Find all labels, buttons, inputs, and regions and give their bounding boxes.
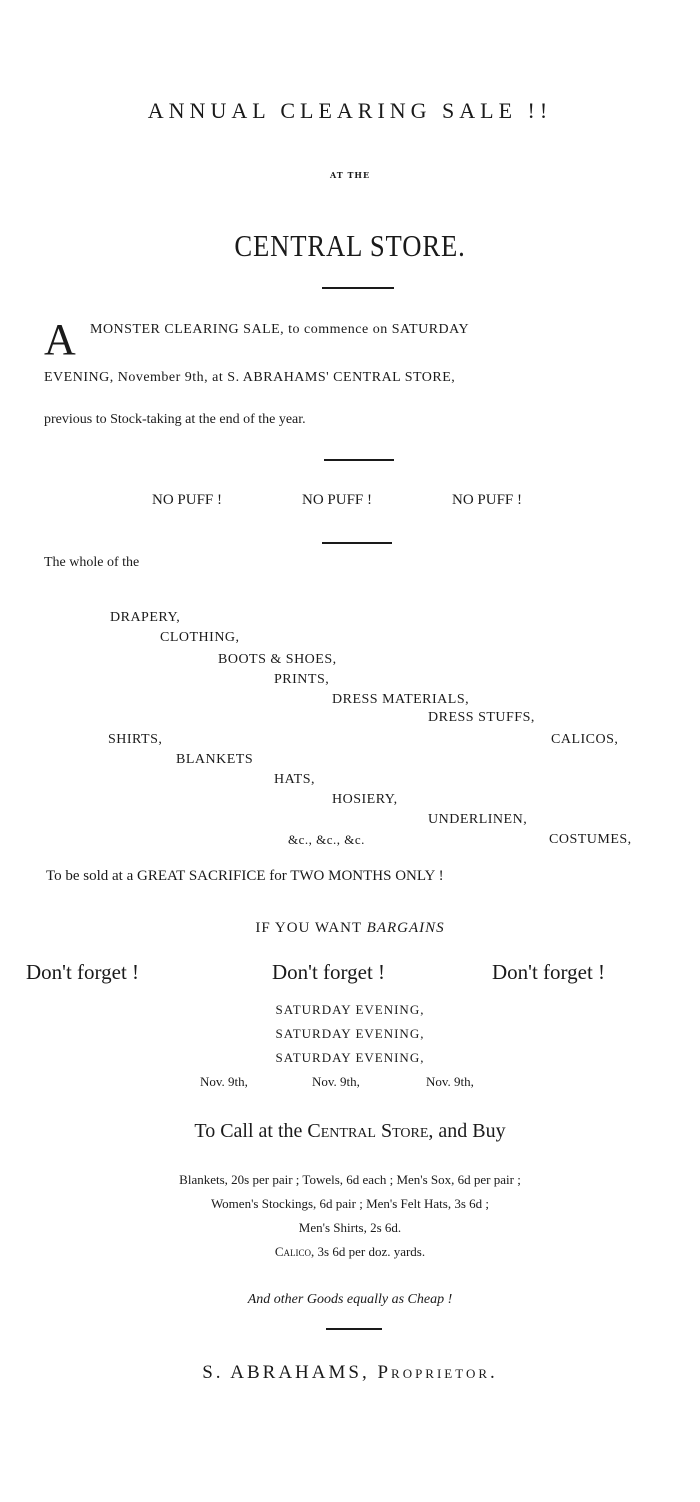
prices-line-1: Blankets, 20s per pair ; Towels, 6d each ; Men's Sox, 6d per pair ; xyxy=(179,1172,521,1187)
goods-hosiery: HOSIERY, xyxy=(332,792,398,807)
prices-line-4 xyxy=(0,1244,700,1260)
goods-dress-materials: DRESS MATERIALS, xyxy=(332,692,470,707)
intro-line-2: EVENING, November 9th, at S. ABRAHAMS' CENTRAL STORE, xyxy=(44,370,456,385)
bargains-word: BARGAINS xyxy=(366,920,445,936)
no-puff-2: NO PUFF ! xyxy=(302,492,373,508)
goods-underlinen: UNDERLINEN, xyxy=(428,812,528,827)
prices-line-2: Women's Stockings, 6d pair ; Men's Felt Hats, 3s 6d ; xyxy=(210,1196,490,1211)
divider-rule xyxy=(322,542,392,544)
goods-dress-stuffs: DRESS STUFFS, xyxy=(428,710,535,725)
sacrifice-line: To be sold at a GREAT SACRIFICE for TWO MONTHS ONLY ! xyxy=(46,868,444,884)
goods-calicos: CALICOS, xyxy=(551,732,619,747)
other-goods-line: And other Goods equally as Cheap ! xyxy=(247,1292,453,1307)
date-3: Nov. 9th, xyxy=(426,1074,474,1089)
goods-hats: HATS, xyxy=(274,772,316,787)
call-line xyxy=(0,1120,700,1143)
drop-cap: A xyxy=(44,315,76,364)
at-the-label: AT THE xyxy=(329,170,371,180)
goods-costumes: COSTUMES, xyxy=(549,832,632,847)
no-puff-1: NO PUFF ! xyxy=(152,492,223,508)
intro-line-3: previous to Stock-taking at the end of the year. xyxy=(44,412,306,427)
goods-prints: PRINTS, xyxy=(274,672,330,687)
dont-forget-3: Don't forget ! xyxy=(492,960,606,984)
headline: ANNUAL CLEARING SALE !! xyxy=(147,98,553,123)
saturday-evening-2: SATURDAY EVENING, xyxy=(275,1026,425,1041)
call-prefix: To Call at the xyxy=(194,1120,308,1142)
proprietor-title: Proprietor. xyxy=(377,1362,498,1383)
goods-clothing: CLOTHING, xyxy=(160,630,240,645)
bargains-line xyxy=(0,920,700,937)
goods-boots: BOOTS & SHOES, xyxy=(218,652,337,667)
goods-blankets: BLANKETS xyxy=(176,752,254,767)
date-2: Nov. 9th, xyxy=(312,1074,360,1089)
goods-shirts: SHIRTS, xyxy=(108,732,163,747)
goods-drapery: DRAPERY, xyxy=(110,610,181,625)
store-title: CENTRAL STORE. xyxy=(234,228,466,263)
call-store: Central Store xyxy=(307,1120,429,1142)
date-1: Nov. 9th, xyxy=(200,1074,248,1089)
divider-rule xyxy=(322,287,394,289)
prices-calico-rest: , 3s 6d per doz. yards. xyxy=(311,1244,426,1259)
prices-calico: Calico xyxy=(274,1244,312,1259)
dont-forget-2: Don't forget ! xyxy=(272,960,386,984)
goods-etc: &c., &c., &c. xyxy=(288,832,365,847)
intro-line-1: MONSTER CLEARING SALE, to commence on SATURDAY xyxy=(90,322,470,337)
prices-line-3: Men's Shirts, 2s 6d. xyxy=(298,1220,402,1235)
divider-rule xyxy=(324,459,394,461)
proprietor-line xyxy=(0,1362,700,1384)
dont-forget-1: Don't forget ! xyxy=(26,960,140,984)
saturday-evening-1: SATURDAY EVENING, xyxy=(275,1002,425,1017)
proprietor-name: S. ABRAHAMS, xyxy=(202,1362,378,1383)
bargains-prefix: IF YOU WANT xyxy=(255,920,367,936)
call-suffix: , and Buy xyxy=(428,1120,506,1142)
saturday-evening-3: SATURDAY EVENING, xyxy=(275,1050,425,1065)
divider-rule xyxy=(326,1328,382,1330)
whole-of-label: The whole of the xyxy=(44,555,140,570)
no-puff-3: NO PUFF ! xyxy=(452,492,523,508)
